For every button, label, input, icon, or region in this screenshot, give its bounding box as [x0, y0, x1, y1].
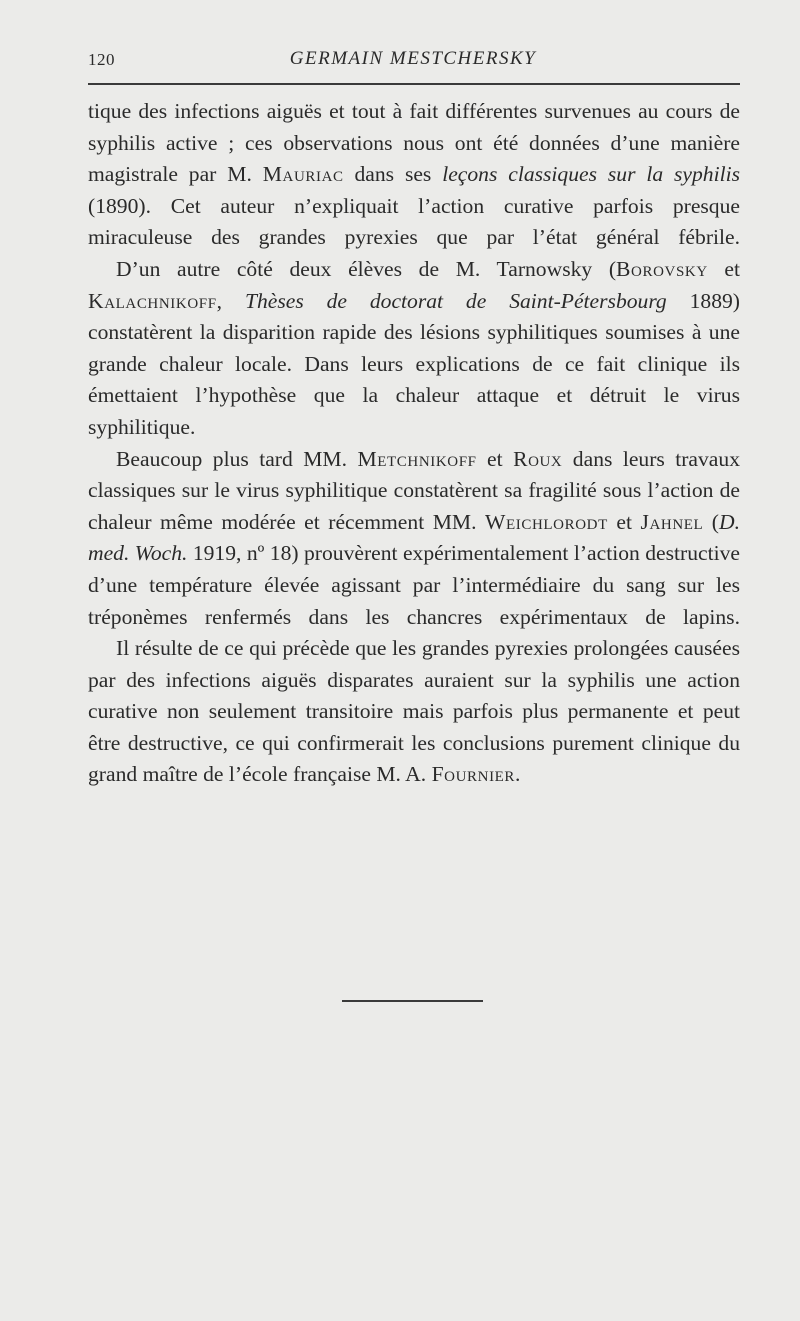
end-rule — [342, 1000, 483, 1002]
text-segment: et — [476, 446, 514, 471]
text-segment: dans leurs travaux classiques sur le virus syphilitique constatèrent sa fragilité sous l’action de chaleur même modérée et récemment MM. — [88, 446, 740, 534]
text-segment: Roux — [513, 446, 563, 471]
text-segment: Kalachnikoff — [88, 288, 217, 313]
text-segment: Thèses de doctorat de Saint-Pétersbourg — [244, 288, 667, 313]
text-segment: 1919, nº 18) prouvèrent expérimentalement l’action destructive d’une température élevée agissant par l’intermédiaire du sang sur les tréponèmes renfermés dans les chancres expérimentaux de lapins. — [88, 541, 740, 629]
page-number: 120 — [88, 50, 115, 69]
text-segment: Fournier — [431, 762, 516, 787]
text-segment: , — [216, 288, 245, 313]
text-segment: Beaucoup plus tard MM. — [116, 446, 358, 471]
body-text — [88, 96, 740, 791]
text-segment: leçons classiques sur la syphilis — [442, 162, 740, 187]
running-title: GERMAIN MESTCHERSKY — [289, 48, 537, 69]
text-segment: D. med. Woch. — [88, 509, 741, 566]
text-segment: Weichlorodt — [485, 509, 608, 534]
text-segment: Metchnikoff — [357, 446, 477, 471]
paragraph-3 — [88, 444, 740, 634]
header-rule — [88, 83, 740, 85]
text-segment: Jahnel — [640, 509, 704, 534]
text-segment: tique des infections aiguës et tout à fait différentes survenues au cours de syphilis active ; ces observations nous ont été données d’une manière magistrale par M. — [88, 99, 740, 187]
text-segment: et — [607, 509, 641, 534]
paragraph-4 — [88, 633, 740, 791]
paragraph-2 — [88, 254, 740, 444]
text-segment: Mauriac — [262, 162, 344, 187]
page-header — [88, 46, 738, 78]
text-segment: ( — [703, 509, 720, 534]
text-segment: (1890). Cet auteur n’expliquait l’action curative parfois presque miraculeuse des grandes pyrexies que par l’état général fébrile. — [88, 193, 740, 250]
text-segment: Borovsky — [616, 256, 708, 281]
text-segment: et — [707, 256, 740, 281]
text-segment: 1889) constatèrent la disparition rapide des lésions syphilitiques soumises à une grande chaleur locale. Dans leurs explications de ce fait clinique ils émettaient l’hypothèse que la chaleur attaque et détruit le virus syphilitique. — [88, 288, 740, 439]
text-segment: Il résulte de ce qui précède que les grandes pyrexies prolongées causées par des infections aiguës disparates auraient sur la syphilis une action curative non seulement transitoire mais parfois plus permanente et peut être destructive, ce qui confirmerait les conclusions purement clinique du grand maître de l’école française M. A. — [88, 636, 740, 787]
text-segment: dans ses — [343, 162, 443, 187]
paragraph-1 — [88, 96, 740, 254]
text-segment: . — [515, 762, 521, 787]
text-segment: D’un autre côté deux élèves de M. Tarnowsky ( — [116, 256, 617, 281]
